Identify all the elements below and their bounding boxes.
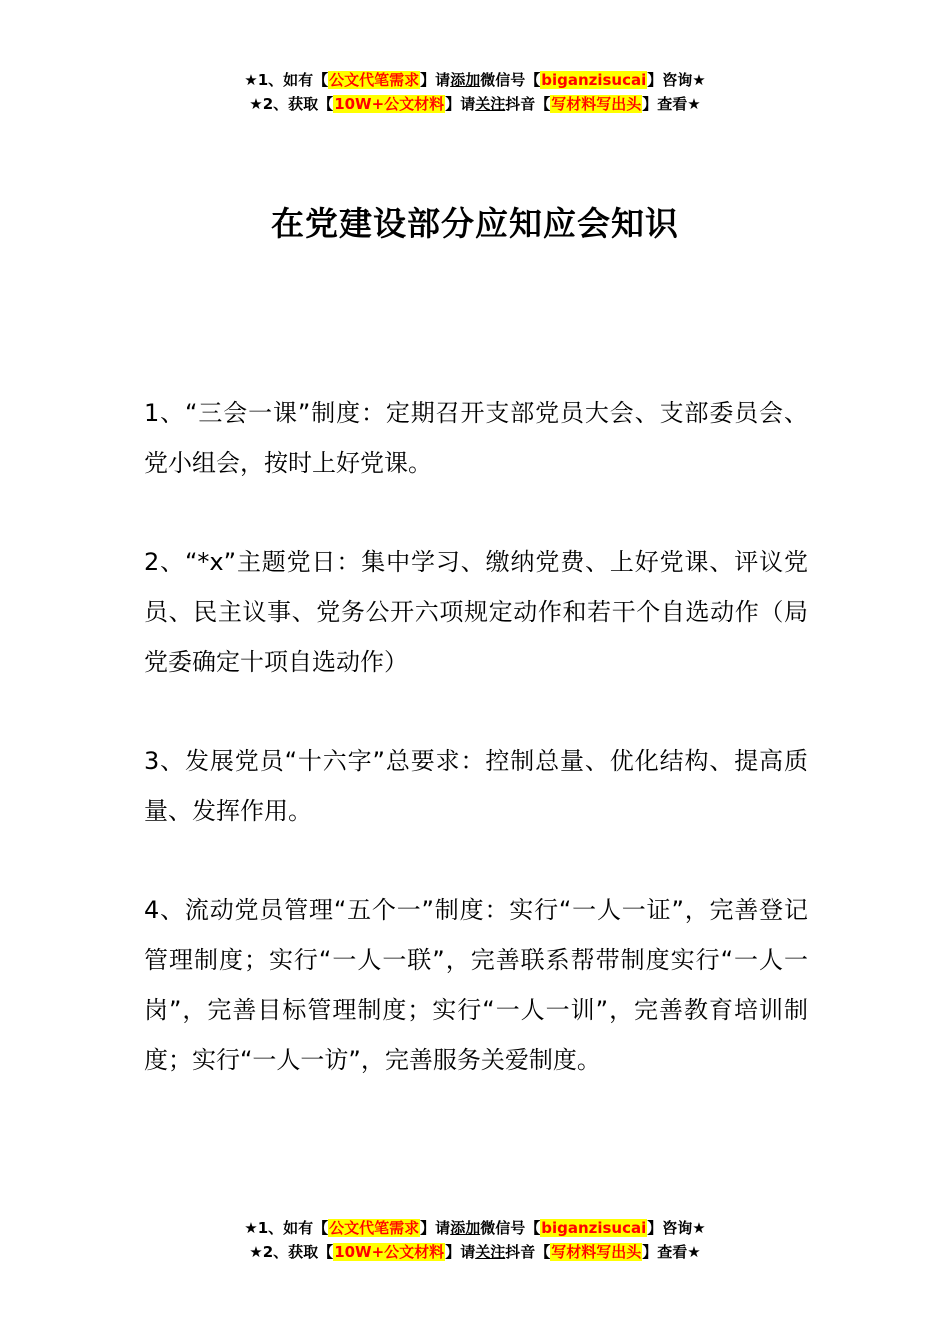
banner-text: 】请 xyxy=(420,71,451,89)
top-banner xyxy=(0,68,950,116)
banner-text: 】查看★ xyxy=(642,1243,701,1261)
banner-text: 】请 xyxy=(445,95,476,113)
banner-highlight: 10W+公文材料 xyxy=(334,1243,445,1261)
banner-text: ★1、如有【 xyxy=(244,71,329,89)
paragraph: 4、流动党员管理“五个一”制度：实行“一人一证”，完善登记管理制度；实行“一人一联”，完善联系帮带制度实行“一人一岗”，完善目标管理制度；实行“一人一训”，完善教育培训制度；实行“一人一访”，完善服务关爱制度。 xyxy=(144,896,808,1074)
banner-highlight: 公文代笔需求 xyxy=(329,1219,420,1237)
banner-douyin-id: 写材料写出头 xyxy=(551,1243,642,1261)
banner-text: 】请 xyxy=(420,1219,451,1237)
banner-text: ★2、获取【 xyxy=(249,1243,334,1261)
banner-text: 】咨询★ xyxy=(647,1219,706,1237)
banner-douyin-id: 写材料写出头 xyxy=(551,95,642,113)
bottom-banner xyxy=(0,1216,950,1264)
banner-text: 】查看★ xyxy=(642,95,701,113)
banner-text: 】咨询★ xyxy=(647,71,706,89)
document-title: 在党建设部分应知应会知识 xyxy=(271,204,679,243)
banner-text: ★1、如有【 xyxy=(244,1219,329,1237)
banner-text: ★2、获取【 xyxy=(249,95,334,113)
banner-highlight: 公文代笔需求 xyxy=(329,71,420,89)
document-body xyxy=(144,388,808,1134)
banner-text: 微信号【 xyxy=(480,71,541,89)
paragraph: 2、“*x”主题党日：集中学习、缴纳党费、上好党课、评议党员、民主议事、党务公开六项规定动作和若干个自选动作（局党委确定十项自选动作） xyxy=(144,548,808,676)
banner-underlined-text: 关注 xyxy=(475,95,506,113)
banner-underlined-text: 添加 xyxy=(450,71,481,89)
banner-line-2 xyxy=(0,1240,950,1264)
banner-text: 微信号【 xyxy=(480,1219,541,1237)
paragraph: 1、“三会一课”制度：定期召开支部党员大会、支部委员会、党小组会，按时上好党课。 xyxy=(144,399,808,477)
banner-text: 抖音【 xyxy=(505,1243,551,1261)
banner-text: 】请 xyxy=(445,1243,476,1261)
banner-line-2 xyxy=(0,92,950,116)
banner-line-1 xyxy=(0,68,950,92)
banner-wechat-id: biganzisucai xyxy=(541,1219,647,1237)
paragraph: 3、发展党员“十六字”总要求：控制总量、优化结构、提高质量、发挥作用。 xyxy=(144,747,808,825)
banner-highlight: 10W+公文材料 xyxy=(334,95,445,113)
banner-wechat-id: biganzisucai xyxy=(541,71,647,89)
banner-line-1 xyxy=(0,1216,950,1240)
banner-underlined-text: 关注 xyxy=(475,1243,506,1261)
banner-underlined-text: 添加 xyxy=(450,1219,481,1237)
banner-text: 抖音【 xyxy=(505,95,551,113)
